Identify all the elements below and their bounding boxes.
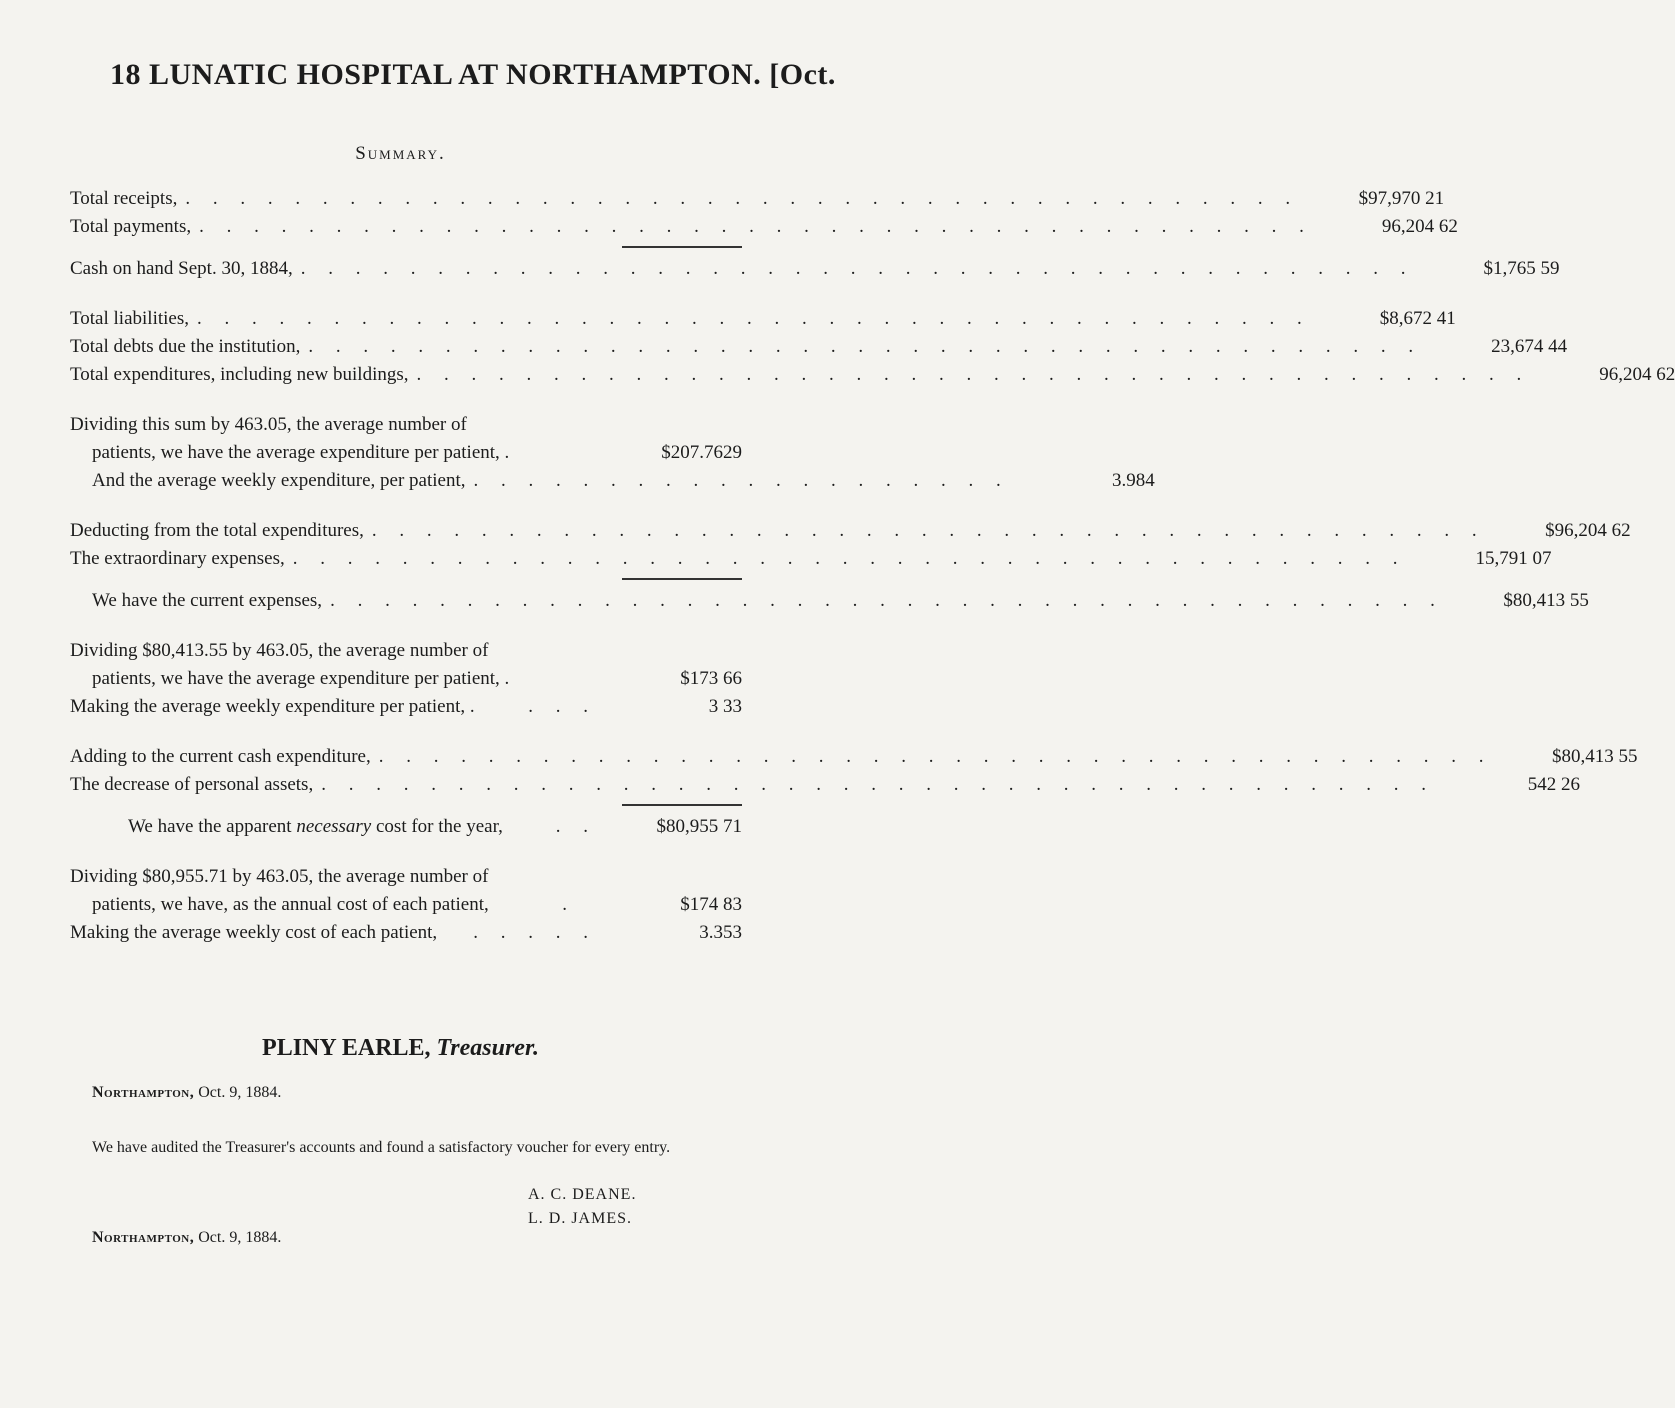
row-value: $207.7629 [661, 442, 742, 463]
auditor-2: L. D. JAMES. [528, 1210, 633, 1227]
row-label: Cash on hand Sept. 30, 1884, [70, 258, 293, 279]
place-date-1 [92, 1084, 281, 1102]
page-header: 18 LUNATIC HOSPITAL AT NORTHAMPTON. [Oct. [110, 58, 836, 91]
row-value: 3.353 [699, 922, 742, 943]
date: Oct. 9, 1884. [198, 1084, 282, 1101]
leader-dots: . . . . . . . . . . . . . . . . . . . . . . . . . . . . . . . . . . . . . . . . . [371, 520, 1486, 541]
sum-rule [70, 573, 742, 587]
row-value: 96,204 62 [1599, 364, 1675, 385]
audit-statement: We have audited the Treasurer's accounts and found a satisfactory voucher for every entry. [92, 1139, 671, 1156]
row-label: Total debts due the institution, [70, 336, 301, 357]
row-label: Total receipts, [70, 188, 178, 209]
row-label [70, 813, 503, 841]
row-value: $1,765 59 [1483, 258, 1560, 279]
row-total-receipts [70, 185, 1445, 213]
row-current-expenses [70, 587, 1589, 615]
leader-dots: . . . . . . . . . . . . . . . . . . . . . . . . . . . . . . . . . . . . . . . . . [196, 308, 1311, 329]
paragraph-line: Dividing $80,955.71 by 463.05, the average number of [70, 866, 489, 887]
apparent-post-text: cost for the year, [376, 816, 503, 837]
row-value: $173 66 [680, 668, 742, 689]
row-total-expenditures [70, 361, 1675, 389]
leader-dots: . . [555, 816, 597, 837]
paragraph-line [70, 665, 742, 693]
row-label: The extraordinary expenses, [70, 548, 285, 569]
paragraph-line: Dividing this sum by 463.05, the average number of [70, 414, 467, 435]
sum-rule [70, 799, 742, 813]
place: Northampton, [92, 1084, 195, 1101]
row-value: $8,672 41 [1379, 308, 1456, 329]
paragraph-line [70, 439, 742, 467]
place-date-2 [92, 1229, 281, 1247]
treasurer-signature [0, 1035, 801, 1062]
paragraph-line: Dividing $80,413.55 by 463.05, the average number of [70, 640, 489, 661]
row-value: 3 33 [708, 696, 742, 717]
paragraph-line: patients, we have, as the annual cost of each patient, . $174 83 [70, 891, 742, 919]
row-total-debts [70, 333, 1568, 361]
row-extraordinary [70, 545, 1552, 573]
leader-dots: . . . [528, 696, 597, 717]
paragraph-dividing-1 [70, 411, 742, 467]
row-value: 3.984 [1112, 470, 1155, 491]
row-value: 96,204 62 [1381, 216, 1458, 237]
row-label: patients, we have the average expenditure per patient, . [92, 442, 510, 463]
apparent-pre-text: We have the apparent [128, 816, 292, 837]
row-value: $80,413 55 [1503, 590, 1589, 611]
row-label: Making the average weekly expenditure per patient, . [70, 696, 475, 717]
treasurer-role: Treasurer. [436, 1035, 539, 1061]
auditors [528, 1183, 636, 1231]
row-value: 23,674 44 [1491, 336, 1568, 357]
sum-rule [70, 241, 742, 255]
row-value: $97,970 21 [1358, 188, 1445, 209]
row-label: The decrease of personal assets, [70, 774, 314, 795]
leader-dots: . . . . . . . . . . . . . . . . . . . . . . . . . . . . . . . . . . . . . . . . . [308, 336, 1423, 357]
leader-dots: . . . . . . . . . . . . . . . . . . . . . . . . . . . . . . . . . . . . . . . . . [330, 590, 1444, 611]
leader-dots: . . . . . . . . . . . . . . . . . . . . . . . . . . . . . . . . . . . . . . . . . [300, 258, 1415, 279]
treasurer-name: PLINY EARLE, [262, 1035, 431, 1061]
row-label: patients, we have the average expenditure per patient, . [92, 668, 510, 689]
leader-dots: . . . . . [473, 922, 597, 943]
row-total-payments [70, 213, 1458, 241]
row-label: And the average weekly expenditure, per patient, [92, 470, 466, 491]
auditor-1: A. C. DEANE. [528, 1186, 637, 1203]
summary-table [70, 185, 1675, 947]
row-weekly-3 [70, 919, 742, 947]
leader-dots: . . . . . . . . . . . . . . . . . . . . . . . . . . . . . . . . . . . . . . . . . [321, 774, 1435, 795]
row-value: $174 83 [680, 894, 742, 915]
row-decrease [70, 771, 1580, 799]
date: Oct. 9, 1884. [198, 1229, 282, 1246]
row-value: $80,955 71 [656, 816, 742, 837]
row-label: Deducting from the total expenditures, [70, 520, 364, 541]
row-value: $80,413 55 [1551, 746, 1638, 767]
row-weekly-2 [70, 693, 742, 721]
row-label: Total liabilities, [70, 308, 189, 329]
row-weekly-1 [70, 467, 1155, 495]
row-label: We have the current expenses, [92, 590, 323, 611]
row-label: patients, we have, as the annual cost of each patient, [92, 894, 489, 915]
row-deducting [70, 517, 1631, 545]
leader-dots: . . . . . . . . . . . . . . . . . . . . . . . . . . . . . . . . . . . . . . . . . [292, 548, 1407, 569]
leader-dots: . . . . . . . . . . . . . . . . . . . . [473, 470, 1010, 491]
apparent-emphasis: necessary [296, 816, 372, 837]
row-value: $96,204 62 [1545, 520, 1631, 541]
paragraph-dividing-3 [70, 863, 742, 919]
paragraph-dividing-2 [70, 637, 742, 693]
leader-dots: . . . . . . . . . . . . . . . . . . . . . . . . . . . . . . . . . . . . . . . . . [378, 746, 1493, 767]
summary-title: Summary. [355, 143, 446, 164]
row-label: Total payments, [70, 216, 192, 237]
leader-dots: . . . . . . . . . . . . . . . . . . . . . . . . . . . . . . . . . . . . . . . . . [185, 188, 1300, 209]
row-apparent-cost [70, 813, 742, 841]
row-label: Adding to the current cash expenditure, [70, 746, 371, 767]
row-label: Total expenditures, including new buildings, [70, 364, 409, 385]
row-adding [70, 743, 1638, 771]
place: Northampton, [92, 1229, 195, 1246]
row-cash-on-hand [70, 255, 1560, 283]
row-value: 542 26 [1527, 774, 1580, 795]
row-total-liabilities [70, 305, 1456, 333]
row-value: 15,791 07 [1475, 548, 1552, 569]
leader-dots: . . . . . . . . . . . . . . . . . . . . . . . . . . . . . . . . . . . . . . . . . [416, 364, 1531, 385]
leader-dots: . . . . . . . . . . . . . . . . . . . . . . . . . . . . . . . . . . . . . . . . . [199, 216, 1313, 237]
row-label: Making the average weekly cost of each patient, [70, 922, 438, 943]
